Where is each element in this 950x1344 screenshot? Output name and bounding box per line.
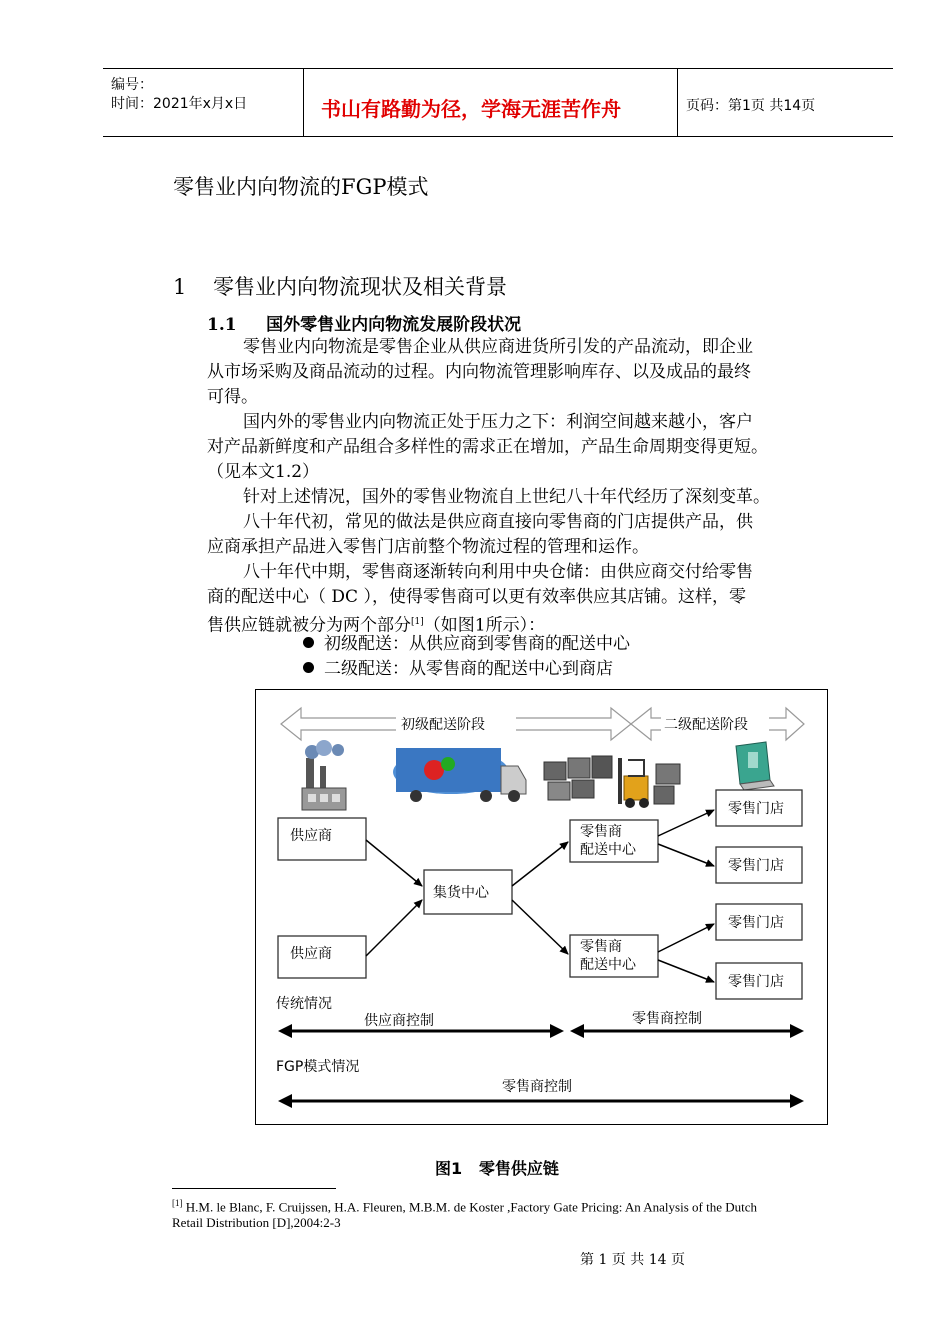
paragraph-3 bbox=[207, 485, 837, 510]
paragraph-line: （见本文1.2） bbox=[207, 462, 320, 482]
paragraph-line: 可得。 bbox=[207, 387, 258, 407]
section-1-1-heading: 1.1 国外零售业内向物流发展阶段状况 bbox=[207, 315, 522, 335]
flow-arrows bbox=[366, 810, 714, 982]
store-label-4: 零售门店 bbox=[728, 974, 784, 990]
truck-icon bbox=[393, 748, 526, 802]
footnote-line: Retail Distribution [D],2004:2-3 bbox=[172, 1215, 341, 1231]
bullet-item-1 bbox=[303, 632, 630, 657]
paragraph-line: 零售业内向物流是零售企业从供应商进货所引发的产品流动，即企业 bbox=[243, 337, 753, 357]
paragraph-5 bbox=[207, 560, 837, 639]
bullet-icon bbox=[303, 637, 314, 648]
consolidation-center-label: 集货中心 bbox=[433, 885, 489, 901]
number-label: 编号： bbox=[111, 77, 153, 93]
dc-label-line2: 配送中心 bbox=[580, 957, 636, 973]
supplier-control-label: 供应商控制 bbox=[364, 1013, 434, 1029]
store-label-2: 零售门店 bbox=[728, 858, 784, 874]
primary-stage-label: 初级配送阶段 bbox=[401, 717, 485, 733]
paragraph-4 bbox=[207, 510, 837, 560]
supplier-label-2: 供应商 bbox=[290, 946, 332, 962]
bullet-icon bbox=[303, 662, 314, 673]
dc-label-line1: 零售商 bbox=[580, 824, 622, 840]
store-label-1: 零售门店 bbox=[728, 801, 784, 817]
footnote-line bbox=[172, 1195, 832, 1215]
dc-label-line1: 零售商 bbox=[580, 939, 622, 955]
footnote bbox=[172, 1195, 832, 1231]
section-1-heading: 1 零售业内向物流现状及相关背景 bbox=[173, 275, 508, 299]
paragraph-line: 八十年代中期，零售商逐渐转向利用中央仓储：由供应商交付给零售 bbox=[243, 562, 753, 582]
time-label: 时间：2021年x月x日 bbox=[111, 96, 248, 112]
paragraph-text: 售供应链就被分为两个部分 bbox=[207, 615, 411, 636]
paragraph-line: 应商承担产品进入零售门店前整个物流过程的管理和运作。 bbox=[207, 537, 649, 557]
traditional-label: 传统情况 bbox=[276, 996, 332, 1012]
paragraph-line: 国内外的零售业内向物流正处于压力之下：利润空间越来越小，客户 bbox=[243, 412, 753, 432]
bullet-item-2 bbox=[303, 657, 613, 682]
forklift-boxes-icon bbox=[544, 756, 680, 808]
footnote-reference[interactable]: [1] bbox=[411, 617, 424, 627]
document-title: 零售业内向物流的FGP模式 bbox=[173, 175, 429, 199]
footnote-mark: [1] bbox=[172, 1198, 183, 1208]
footnote-text: H.M. le Blanc, F. Cruijssen, H.A. Fleuren, M.B.M. de Koster ,Factory Gate Pricing: An Analysis of the Dutch bbox=[182, 1199, 758, 1215]
header-left-cell bbox=[103, 69, 304, 136]
fgp-control-double-arrow bbox=[278, 1094, 804, 1108]
fgp-retailer-control-label: 零售商控制 bbox=[502, 1079, 572, 1095]
paragraph-line: 对产品新鲜度和产品组合多样性的需求正在增加，产品生命周期变得更短。 bbox=[207, 437, 768, 457]
bullet-text: 初级配送：从供应商到零售商的配送中心 bbox=[324, 634, 630, 654]
retailer-control-label: 零售商控制 bbox=[632, 1011, 702, 1027]
dc-label-line2: 配送中心 bbox=[580, 842, 636, 858]
fgp-label: FGP模式情况 bbox=[276, 1059, 360, 1075]
page-label: 页码：第1页 共14页 bbox=[686, 98, 816, 114]
supply-chain-figure bbox=[255, 689, 828, 1125]
paragraph-line: 商的配送中心（ DC ），使得零售商可以更有效率供应其店铺。这样，零 bbox=[207, 587, 746, 607]
motto-text: 书山有路勤为径，学海无涯苦作舟 bbox=[321, 97, 621, 121]
figure-caption: 图1 零售供应链 bbox=[435, 1159, 559, 1178]
footnote-divider bbox=[172, 1188, 336, 1189]
supplier-label-1: 供应商 bbox=[290, 828, 332, 844]
bullet-text: 二级配送：从零售商的配送中心到商店 bbox=[324, 659, 613, 679]
paragraph-text: （如图1所示）： bbox=[423, 615, 546, 636]
paragraph-1 bbox=[207, 335, 837, 410]
secondary-stage-label: 二级配送阶段 bbox=[664, 717, 748, 733]
paragraph-line: 从市场采购及商品流动的过程。内向物流管理影响库存、以及成品的最终 bbox=[207, 362, 751, 382]
supply-chain-diagram bbox=[256, 690, 827, 1124]
page-footer: 第 1 页 共 14 页 bbox=[580, 1252, 685, 1268]
paragraph-line: 八十年代初，常见的做法是供应商直接向零售商的门店提供产品，供 bbox=[243, 512, 753, 532]
store-label-3: 零售门店 bbox=[728, 915, 784, 931]
header-motto-cell bbox=[303, 69, 678, 136]
paragraph-line: 针对上述情况，国外的零售业物流自上世纪八十年代经历了深刻变革。 bbox=[243, 487, 770, 507]
page-header bbox=[103, 68, 893, 137]
paragraph-2 bbox=[207, 410, 837, 485]
factory-icon bbox=[302, 740, 346, 810]
header-page-cell bbox=[678, 69, 893, 136]
store-icon bbox=[736, 742, 774, 790]
